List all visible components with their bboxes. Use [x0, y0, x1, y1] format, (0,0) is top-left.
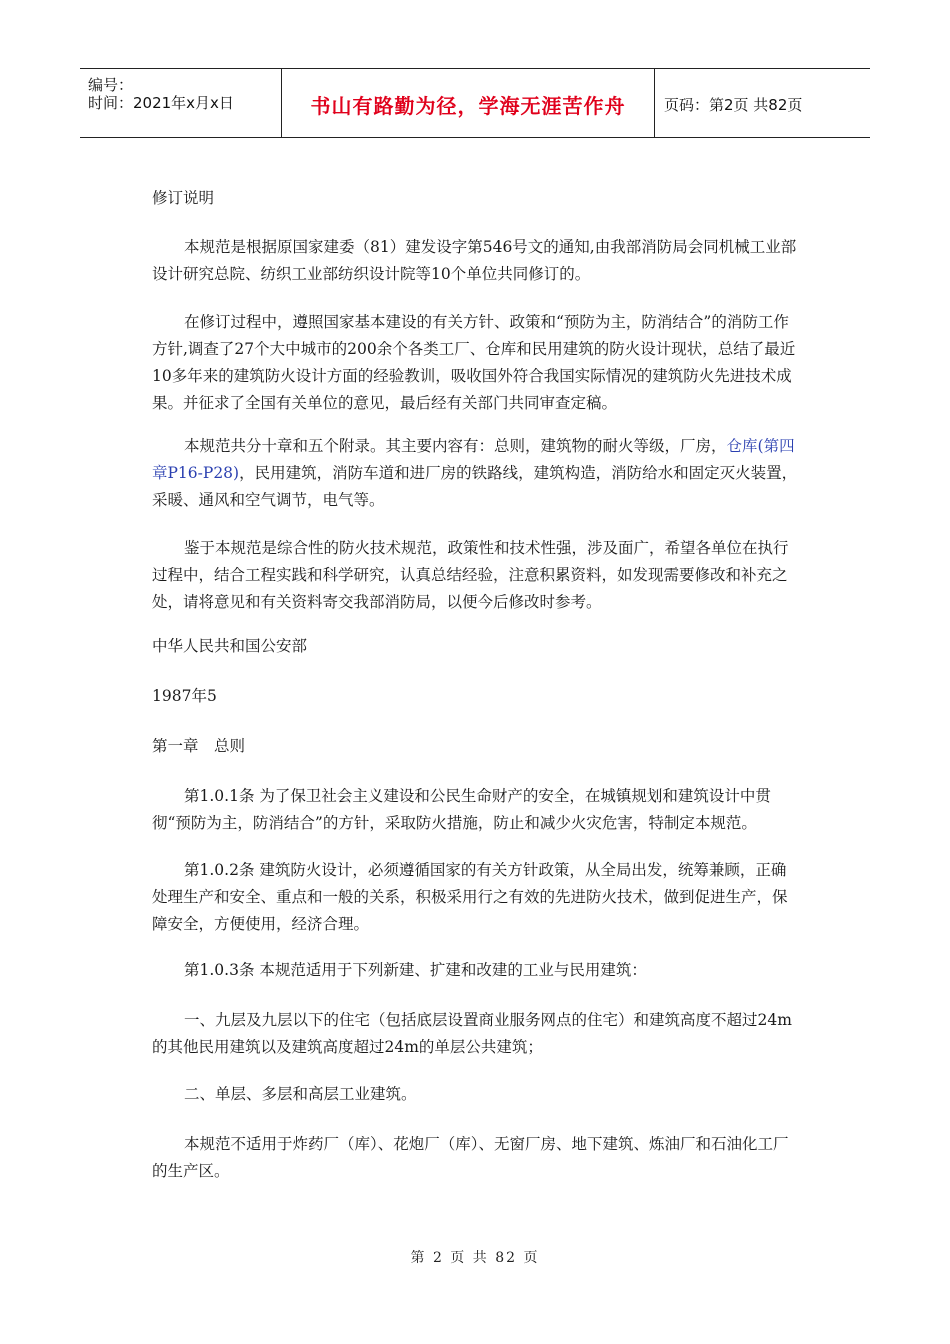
- paragraph-text: 本规范共分十章和五个附录。其主要内容有：总则，建筑物的耐火等级，厂房，: [184, 437, 727, 455]
- article-paragraph: 第1.0.2条 建筑防火设计，必须遵循国家的有关方针政策，从全局出发，统筹兼顾，正确处理生产和安全、重点和一般的关系，积极采用行之有效的先进防火技术，做到促进生产，保障安全，方便使用，经济合理。: [152, 861, 788, 933]
- document-time-label: 时间：2021年x月x日: [88, 94, 234, 112]
- article-paragraph: 第1.0.3条 本规范适用于下列新建、扩建和改建的工业与民用建筑：: [184, 961, 647, 979]
- paragraph-text: ，民用建筑，消防车道和进厂房的铁路线，建筑构造，消防给水和固定灭火装置，采暖、通风和空气调节，电气等。: [152, 464, 798, 509]
- header-divider: [654, 69, 655, 137]
- page-footer: 第 2 页 共 82 页: [410, 1250, 540, 1266]
- paragraph: [152, 433, 798, 514]
- paragraph: 本规范不适用于炸药厂（库）、花炮厂（库）、无窗厂房、地下建筑、炼油厂和石油化工厂的生产区。: [152, 1135, 789, 1180]
- header-meta: [80, 69, 281, 137]
- list-item: 一、九层及九层以下的住宅（包括底层设置商业服务网点的住宅）和建筑高度不超过24m的其他民用建筑以及建筑高度超过24m的单层公共建筑；: [152, 1011, 792, 1056]
- header-motto: 书山有路勤为径，学海无涯苦作舟: [310, 94, 626, 118]
- paragraph: 本规范是根据原国家建委（81）建发设字第546号文的通知,由我部消防局会同机械工业部设计研究总院、纺织工业部纺织设计院等10个单位共同修订的。: [152, 238, 797, 283]
- list-item: 二、单层、多层和高层工业建筑。: [184, 1085, 417, 1103]
- header-page-info: 页码：第2页 共82页: [664, 96, 803, 114]
- page-header: [80, 68, 870, 138]
- paragraph: 在修订过程中，遵照国家基本建设的有关方针、政策和“预防为主，防消结合”的消防工作方针,调查了27个大中城市的200余个各类工厂、仓库和民用建筑的防火设计现状，总结了最近10多年来的建筑防火设计方面的经验教训，吸收国外符合我国实际情况的建筑防火先进技术成果。并征求了全国有关单位的意见，最后经有关部门共同审查定稿。: [152, 313, 796, 412]
- issuer-name: 中华人民共和国公安部: [152, 637, 308, 655]
- chapter-heading: 第一章 总则: [152, 737, 246, 755]
- section-heading: 修订说明: [152, 189, 215, 207]
- document-number-label: 编号：: [88, 76, 134, 94]
- article-paragraph: 第1.0.1条 为了保卫社会主义建设和公民生命财产的安全，在城镇规划和建筑设计中贯彻“预防为主，防消结合”的方针，采取防火措施，防止和减少火灾危害，特制定本规范。: [152, 787, 771, 832]
- warehouse-chapter-link[interactable]: 仓库(第四章P16-P28): [152, 437, 795, 482]
- issue-date: 1987年5: [152, 687, 217, 705]
- paragraph: 鉴于本规范是综合性的防火技术规范，政策性和技术性强，涉及面广，希望各单位在执行过程中，结合工程实践和科学研究，认真总结经验，注意积累资料，如发现需要修改和补充之处，请将意见和有关资料寄交我部消防局，以便今后修改时参考。: [152, 539, 789, 611]
